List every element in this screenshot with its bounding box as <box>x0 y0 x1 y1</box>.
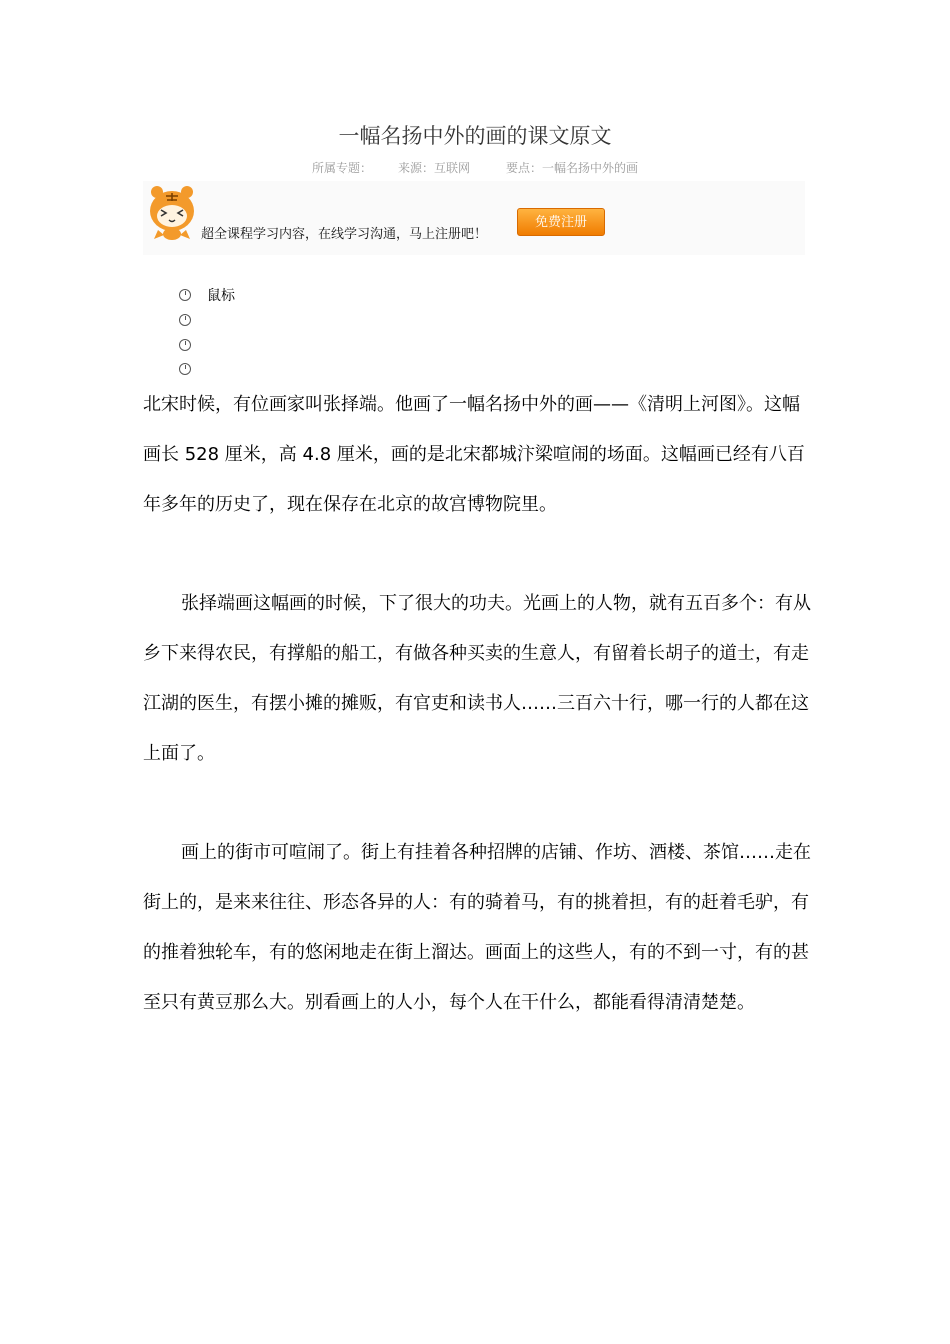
topic-label: 所属专题： <box>311 161 372 175</box>
tiger-mascot-icon <box>146 184 198 240</box>
article-meta <box>0 159 950 176</box>
list-item[interactable] <box>179 308 235 333</box>
list-item[interactable] <box>179 357 235 382</box>
clock-icon <box>179 314 191 326</box>
source-value: 互联网 <box>433 161 470 175</box>
page-title: 一幅名扬中外的画的课文原文 <box>338 124 612 148</box>
list-item-label: 鼠标 <box>207 288 235 305</box>
free-register-button[interactable]: 免费注册 <box>517 208 605 236</box>
paragraph-3: 画上的街市可喧闹了。街上有挂着各种招牌的店铺、作坊、酒楼、茶馆……走在街上的，是来来往往、形态各异的人：有的骑着马，有的挑着担，有的赶着毛驴，有的推着独轮车，有的悠闲地走在街上溜达。画面上的这些人，有的不到一寸，有的甚至只有黄豆那么大。别看画上的人小，每个人在干什么，都能看得清清楚楚。 <box>143 842 811 1013</box>
paragraph-1: 北宋时候，有位画家叫张择端。他画了一幅名扬中外的画——《清明上河图》。这幅画长 528 厘米，高 4.8 厘米，画的是北宋都城汴梁喧闹的场面。这幅画已经有八百年多年的历史了，现在保存在北京的故宫博物院里。 <box>143 394 805 515</box>
source-label: 来源： <box>397 161 434 175</box>
register-banner[interactable] <box>143 181 805 255</box>
clock-icon <box>179 289 191 301</box>
clock-icon <box>179 339 191 351</box>
banner-text: 超全课程学习内容，在线学习沟通，马上注册吧！ <box>201 227 488 242</box>
paragraph-2: 张择端画这幅画的时候，下了很大的功夫。光画上的人物，就有五百多个：有从乡下来得农民，有撑船的船工，有做各种买卖的生意人，有留着长胡子的道士，有走江湖的医生，有摆小摊的摊贩，有官吏和读书人……三百六十行，哪一行的人都在这上面了。 <box>143 593 811 764</box>
point-value: 一幅名扬中外的画 <box>542 161 639 175</box>
nav-list <box>179 283 235 382</box>
list-item[interactable] <box>179 332 235 357</box>
list-item[interactable] <box>179 283 235 308</box>
point-label: 要点： <box>506 161 543 175</box>
clock-icon <box>179 363 191 375</box>
